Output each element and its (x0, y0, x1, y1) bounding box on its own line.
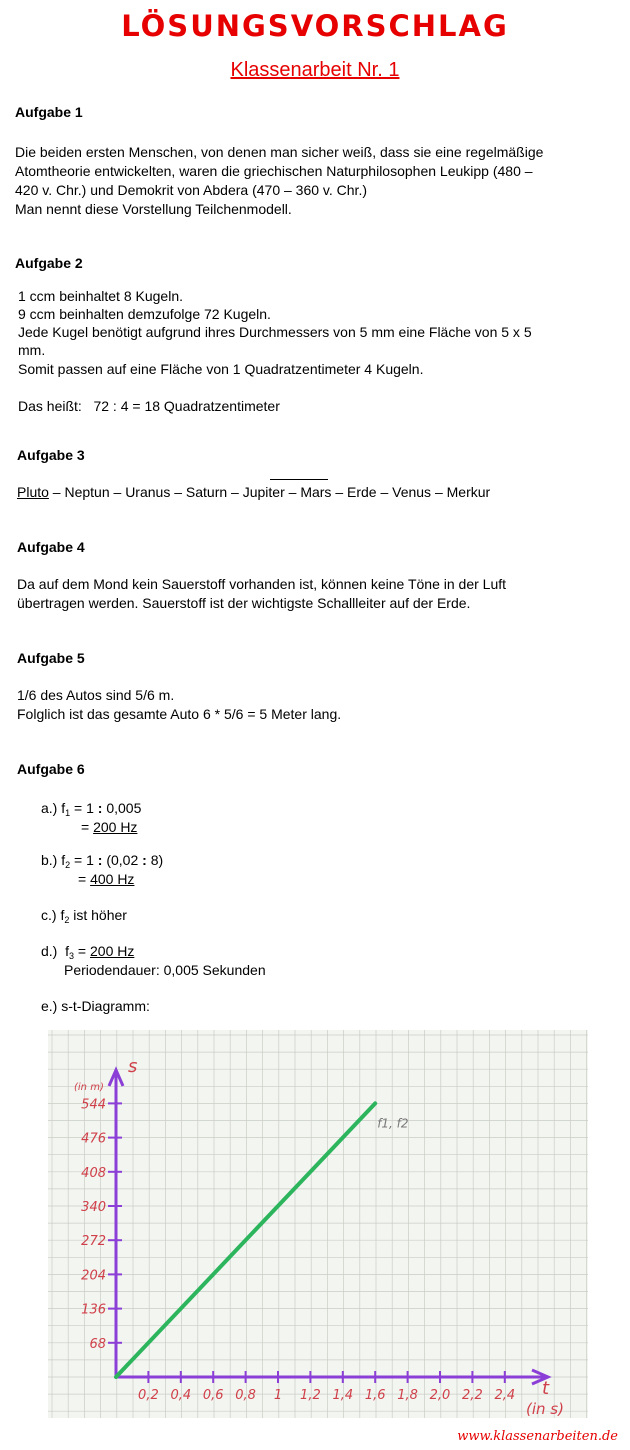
footer-url: www.klassenarbeiten.de (457, 1429, 618, 1444)
x-tick-label: 1,4 (332, 1388, 354, 1403)
x-tick-label: 0,2 (138, 1388, 159, 1403)
answer-b-result: = 400 Hz (78, 871, 135, 887)
y-tick-label: 340 (81, 1200, 106, 1215)
planet-jupiter: Jupiter (242, 484, 285, 500)
task2-line: 9 ccm beinhalten demzufolge 72 Kugeln. (18, 306, 271, 322)
series-label: f1, f2 (377, 1116, 409, 1131)
answer-b: b.) $f_2 = 1$ : (0,02 : 8) (41, 852, 164, 870)
task4-heading: Aufgabe 4 (17, 539, 85, 555)
task2-result: Das heißt: 72 : 4 = 18 Quadratzentimeter (18, 398, 280, 414)
x-tick-label: 1,8 (397, 1388, 418, 1403)
y-tick-label: 68 (89, 1336, 106, 1352)
answer-d: d.) $f_3 = 200$ Hz (41, 943, 135, 961)
task6-heading: Aufgabe 6 (17, 761, 85, 777)
y-tick-label: 544 (81, 1097, 106, 1113)
x-tick-label: 1 (273, 1388, 283, 1403)
x-tick-label: 0,4 (170, 1388, 192, 1403)
task4-line: Da auf dem Mond kein Sauerstoff vorhanden ist, können keine Töne in der Luft (17, 576, 507, 592)
jupiter-overline (270, 479, 328, 480)
answer-a-result: = 200 Hz (81, 819, 138, 835)
x-tick-label: 0,8 (235, 1388, 256, 1403)
y-tick-label: 476 (81, 1131, 106, 1147)
answer-d-period: Periodendauer: 0,005 Sekunden (64, 962, 266, 978)
answer-a: a.) $f_1 = 1$ : 0,005 (41, 800, 142, 818)
y-tick-label: 136 (81, 1302, 106, 1318)
planet-sequence: – Mars – Erde – Venus – Merkur (284, 484, 491, 500)
x-tick-label: 1,6 (364, 1388, 386, 1403)
x-axis-unit: (in s) (526, 1400, 564, 1418)
y-tick-label: 272 (81, 1234, 106, 1250)
y-tick-label: 204 (81, 1268, 106, 1284)
task1-heading: Aufgabe 1 (15, 104, 83, 120)
task5-line: Folglich ist das gesamte Auto 6 * 5/6 = 5 Meter lang. (17, 706, 342, 722)
st-diagram (48, 1030, 588, 1418)
task2-line: mm. (18, 342, 46, 358)
page-subtitle: Klassenarbeit Nr. 1 (230, 59, 400, 81)
task1-line: Atomtheorie entwickelten, waren die griechischen Naturphilosophen Leukipp (480 – (15, 163, 533, 179)
task3-heading: Aufgabe 3 (17, 447, 85, 463)
y-axis-unit: (in m) (74, 1082, 104, 1093)
task5-heading: Aufgabe 5 (17, 650, 85, 666)
y-axis-label: s (128, 1056, 138, 1077)
x-axis-label: t (542, 1378, 550, 1399)
task1-line: 420 v. Chr.) und Demokrit von Abdera (470 – 360 v. Chr.) (15, 182, 367, 198)
task2-line: 1 ccm beinhaltet 8 Kugeln. (18, 288, 183, 304)
task5-line: 1/6 des Autos sind 5/6 m. (17, 687, 175, 703)
task2-line: Jede Kugel benötigt aufgrund ihres Durchmessers von 5 mm eine Fläche von 5 x 5 (18, 324, 532, 340)
x-tick-label: 2,4 (494, 1388, 516, 1403)
x-tick-label: 2,0 (429, 1388, 451, 1403)
planet-sequence: – Neptun – Uranus – Saturn – (48, 484, 243, 500)
x-tick-label: 2,2 (462, 1388, 483, 1403)
task2-heading: Aufgabe 2 (15, 255, 83, 271)
answer-e-label: e.) s-t-Diagramm: (41, 998, 150, 1014)
task1-line: Die beiden ersten Menschen, von denen man sicher weiß, dass sie eine regelmäßige (15, 144, 544, 160)
planet-order (17, 483, 490, 502)
answer-c: c.) $f_2$ ist höher (41, 907, 127, 925)
task2-line: Somit passen auf eine Fläche von 1 Quadratzentimeter 4 Kugeln. (18, 361, 424, 377)
page-title: LÖSUNGSVORSCHLAG (121, 9, 509, 43)
y-tick-label: 408 (81, 1165, 106, 1181)
planet-pluto: Pluto (17, 484, 49, 500)
task4-line: übertragen werden. Sauerstoff ist der wichtigste Schallleiter auf der Erde. (17, 595, 471, 611)
x-tick-label: 0,6 (202, 1388, 224, 1403)
task1-line: Man nennt diese Vorstellung Teilchenmodell. (15, 201, 292, 217)
x-tick-label: 1,2 (300, 1388, 321, 1403)
